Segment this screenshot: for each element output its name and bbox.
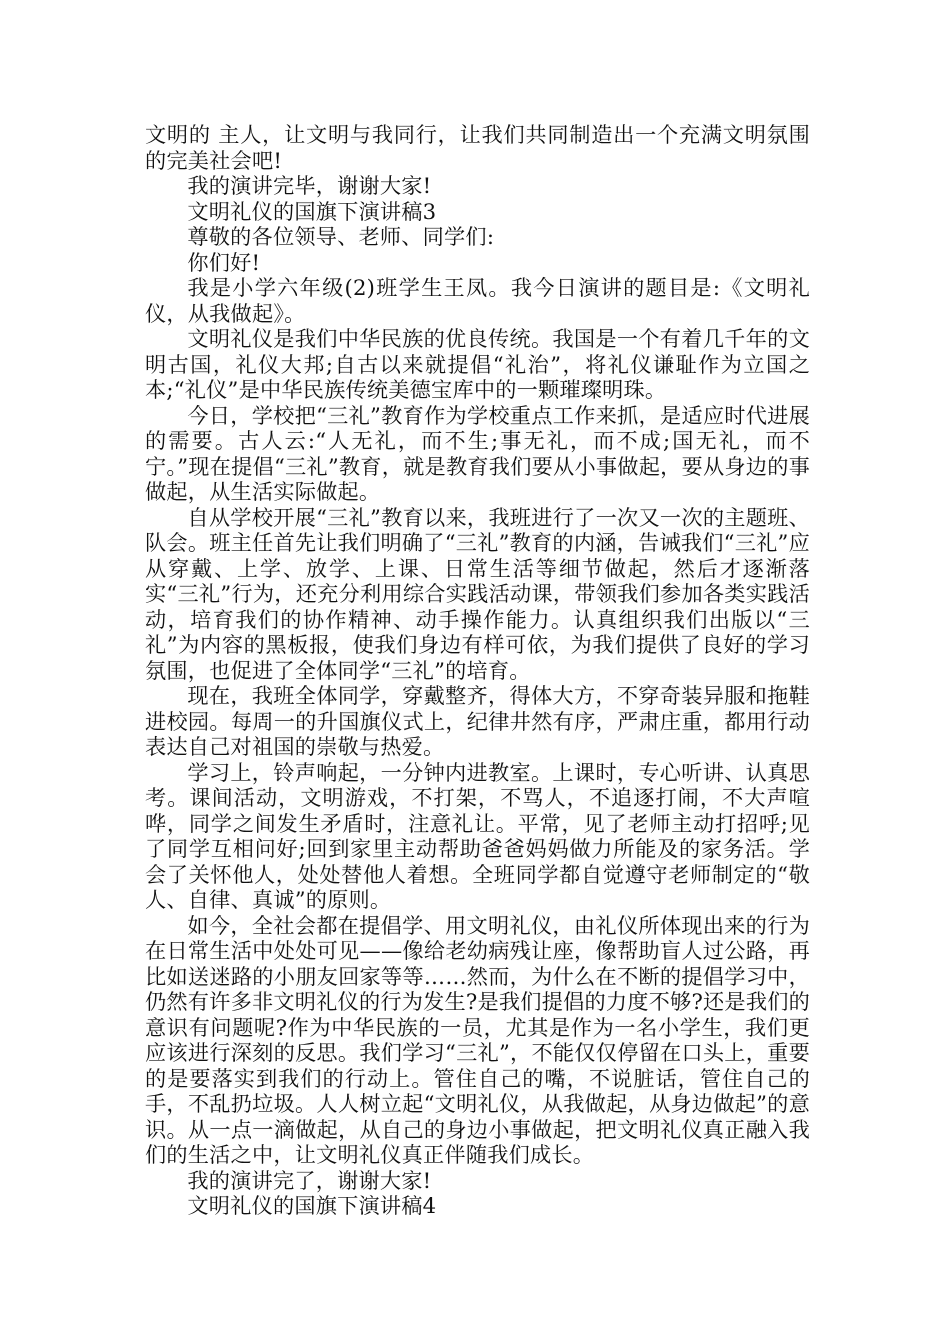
salutation: 尊敬的各位领导、老师、同学们: <box>187 224 495 249</box>
paragraph-introduction: 我是小学六年级(2)班学生王凤。我今日演讲的题目是:《文明礼仪，从我做起》。 <box>145 275 810 326</box>
paragraph-class-activities: 自从学校开展“三礼”教育以来，我班进行了一次又一次的主题班、队会。班主任首先让我们明确了“三礼”教育的内涵，告诫我们“三礼”应从穿戴、上学、放学、上课、日常生活等细节做起，然后才逐渐落实“三礼”行为，还充分利用综合实践活动课，带领我们参加各类实践活动，培育我们的协作精神、动手操作能力。认真组织我们出版以“三礼”为内容的黑板报，使我们身边有样可依，为我们提供了良好的学习氛围，也促进了全体同学“三礼”的培育。 <box>145 504 810 683</box>
paragraph-appearance: 现在，我班全体同学，穿戴整齐，得体大方，不穿奇装异服和拖鞋进校园。每周一的升国旗仪式上，纪律井然有序，严肃庄重，都用行动表达自己对祖国的崇敬与热爱。 <box>145 683 810 759</box>
paragraph-school-focus: 今日，学校把“三礼”教育作为学校重点工作来抓，是适应时代进展的需要。古人云:“人无礼，而不生;事无礼，而不成;国无礼，而不宁。”现在提倡“三礼”教育，就是教育我们要从小事做起，要从身边的事做起，从生活实际做起。 <box>145 402 810 504</box>
paragraph-thanks: 我的演讲完了，谢谢大家! <box>187 1167 432 1193</box>
paragraph-tradition: 文明礼仪是我们中华民族的优良传统。我国是一个有着几千年的文明古国，礼仪大邦;自古以来就提倡“礼治”，将礼仪谦耻作为立国之本;“礼仪”是中华民族传统美德宝库中的一颗璀璨明珠。 <box>145 326 810 402</box>
paragraph-study-behavior: 学习上，铃声响起，一分钟内进教室。上课时，专心听讲、认真思考。课间活动，文明游戏，不打架，不骂人，不追逐打闹，不大声喧哗，同学之间发生矛盾时，注意礼让。平常，见了老师主动打招呼;见了同学互相问好;回到家里主动帮助爸爸妈妈做力所能及的家务活。学会了关怀他人，处处替他人着想。全班同学都自觉遵守老师制定的“敬人、自律、真诚”的原则。 <box>145 759 810 912</box>
paragraph-reflection: 如今，全社会都在提倡学、用文明礼仪，由礼仪所体现出来的行为在日常生活中处处可见——像给老幼病残让座，像帮助盲人过公路，再比如送迷路的小朋友回家等等……然而，为什么在不断的提倡学习中，仍然有许多非文明礼仪的行为发生?是我们提倡的力度不够?还是我们的意识有问题呢?作为中华民族的一员，尤其是作为一名小学生，我们更应该进行深刻的反思。我们学习“三礼”，不能仅仅停留在口头上，重要的是要落实到我们的行动上。管住自己的嘴，不说脏话，管住自己的手，不乱扔垃圾。人人树立起“文明礼仪，从我做起，从身边做起”的意识。从一点一滴做起，从自己的身边小事做起，把文明礼仪真正融入我们的生活之中，让文明礼仪真正伴随我们成长。 <box>145 912 810 1167</box>
paragraph-closing-remark: 我的演讲完毕，谢谢大家! <box>187 173 432 198</box>
speech-title-4: 文明礼仪的国旗下演讲稿4 <box>187 1193 437 1218</box>
document-body <box>145 122 810 1219</box>
greeting: 你们好! <box>187 249 261 275</box>
paragraph-continuation: 文明的 主人，让文明与我同行，让我们共同制造出一个充满文明氛围的完美社会吧! <box>145 122 810 173</box>
speech-title-3: 文明礼仪的国旗下演讲稿3 <box>187 198 437 224</box>
